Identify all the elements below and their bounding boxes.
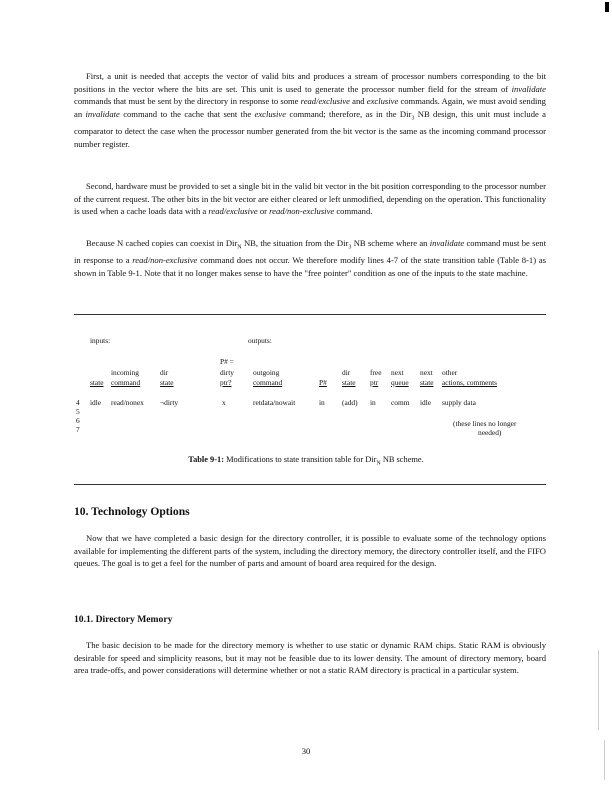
- italic-term: read/exclusive: [208, 206, 258, 217]
- header-outgoing-2: command: [253, 378, 283, 387]
- row-4-incoming: read/nonex: [111, 398, 144, 407]
- italic-term: exclusive: [366, 96, 399, 107]
- row-4-other: supply data: [442, 398, 476, 407]
- header-p: P#: [319, 378, 327, 387]
- text-run: The basic decision to be made for the directory memory is whether to use static or dynamic RAM chips. Static RAM is obviously desirable for speed and simplicity reasons, but it may not be feasible due to its lower density. The amount of directory memory, board area trade-offs, and power considerations will determine whether or not a static RAM directory is practical in a particular system.: [74, 640, 546, 676]
- header-incoming-2: command: [111, 378, 141, 387]
- subscript: 3: [411, 115, 415, 122]
- paragraph-4: [74, 532, 546, 570]
- text-run: First, a unit is needed that accepts the vector of valid bits and produces a stream of processor numbers corresponding to the bit positions in the vector where the bits are set. This unit is used to generate the processor number field for the stream of: [74, 71, 546, 94]
- corner-mark: [605, 2, 609, 12]
- header-dir-2: state: [160, 378, 174, 387]
- row-4-outgoing: retdata/nowait: [253, 398, 296, 407]
- text-run: or: [257, 206, 270, 217]
- text-run: command does not occur. We therefore modify lines 4-7 of the state transition table (Table 8-1) as shown in Table 9-1. Note that it no longer makes sense to have the "free pointer" condition as one of the inputs to the state machine.: [74, 255, 547, 278]
- paragraph-3: [74, 237, 546, 280]
- header-incoming-1: incoming: [111, 368, 139, 377]
- paragraph-5: [74, 639, 546, 677]
- caption-subscript: N: [376, 460, 381, 467]
- scan-artifact-2: [604, 740, 605, 780]
- italic-term: read/non-exclusive: [132, 255, 198, 266]
- italic-term: invalidate: [429, 238, 465, 248]
- header-dir-1: dir: [160, 368, 169, 377]
- header-nq-1: next: [391, 368, 404, 377]
- header-free-2: ptr: [370, 378, 379, 387]
- row-5-number: 5: [76, 407, 80, 416]
- header-nq-2: queue: [391, 378, 409, 387]
- header-other-2: actions, comments: [442, 378, 498, 387]
- row-4-state: idle: [90, 398, 102, 407]
- text-run: command.: [334, 206, 373, 217]
- scan-artifact: [598, 650, 599, 730]
- header-outgoing-1: outgoing: [253, 368, 280, 377]
- subscript: 3: [348, 244, 352, 251]
- subscript: N: [237, 244, 242, 251]
- header-pdirty-1: P# =: [220, 357, 234, 366]
- table-note-1: (these lines no longer: [453, 419, 517, 428]
- header-ns-2: state: [420, 378, 434, 387]
- row-6-number: 6: [76, 416, 80, 425]
- text-run: command; therefore, as in the Dir: [286, 108, 412, 119]
- text-run: NB scheme where an: [351, 238, 430, 248]
- row-4-odir: (add): [342, 398, 358, 407]
- paragraph-2: [74, 180, 546, 218]
- italic-term: read/non-exclusive: [269, 206, 335, 217]
- header-odir-1: dir: [342, 368, 351, 377]
- table-note-2: needed): [478, 428, 502, 437]
- italic-term: invalidate: [85, 108, 120, 119]
- header-state: state: [90, 378, 104, 387]
- italic-term: read/exclusive: [300, 96, 350, 107]
- paragraph-1: [74, 70, 546, 150]
- section-heading: 10. Technology Options: [74, 505, 190, 518]
- italic-term: exclusive: [254, 108, 287, 119]
- text-run: commands that must be sent by the directory in response to some: [74, 96, 301, 107]
- header-free-1: free: [370, 368, 382, 377]
- text-run: Second, hardware must be provided to set a single bit in the valid bit vector in the bit position corresponding to the processor number of the current request. The other bits in the bit vector are either cleared or left unmodified, depending on the operation. This functionality is used when a cache loads data with a: [74, 181, 546, 217]
- text-run: command to the cache that sent the: [119, 108, 255, 119]
- row-4-free: in: [370, 398, 376, 407]
- text-run: Now that we have completed a basic design for the directory controller, it is possible to evaluate some of the technology options available for implementing the different parts of the system, including the directory memory, the directory controller itself, and the FIFO queues. The goal is to get a feel for the number of parts and amount of board area required for the design.: [74, 533, 546, 569]
- page-number: 30: [301, 746, 311, 756]
- text-run: commands. Again, we must avoid sending an: [74, 96, 546, 119]
- table-top-rule: [74, 314, 546, 315]
- italic-term: invalidate: [511, 83, 546, 94]
- header-odir-2: state: [342, 378, 356, 387]
- row-4-pdirty: x: [222, 398, 226, 407]
- table-caption: [0, 455, 612, 467]
- caption-text-b: NB scheme.: [380, 455, 424, 464]
- caption-text-a: Modifications to state transition table for Dir: [226, 455, 377, 464]
- text-run: Because N cached copies can coexist in Dir: [86, 238, 238, 248]
- header-pdirty-3: ptr?: [220, 378, 232, 387]
- row-4-number: 4: [76, 398, 80, 407]
- row-4-nq: comm: [391, 398, 410, 407]
- row-4-ns: idle: [420, 398, 432, 407]
- header-ns-1: next: [420, 368, 433, 377]
- outputs-label: outputs:: [248, 336, 272, 345]
- subsection-heading: 10.1. Directory Memory: [74, 614, 173, 625]
- text-run: command must be sent in response to a: [74, 238, 546, 266]
- row-4-p: in: [319, 398, 325, 407]
- text-run: and: [349, 96, 367, 107]
- table-bottom-rule: [74, 484, 546, 485]
- inputs-label: inputs:: [90, 336, 111, 345]
- row-4-dir: ¬dirty: [160, 398, 179, 407]
- text-run: NB, the situation from the Dir: [241, 238, 349, 248]
- row-7-number: 7: [76, 425, 80, 434]
- caption-label: Table 9-1:: [188, 455, 225, 464]
- header-pdirty-2: dirty: [220, 368, 234, 377]
- text-run: NB design, this unit must include a comparator to detect the case when the processor number generated from the bit vector is the same as the incoming command processor number register.: [74, 108, 546, 149]
- header-other-1: other: [442, 368, 458, 377]
